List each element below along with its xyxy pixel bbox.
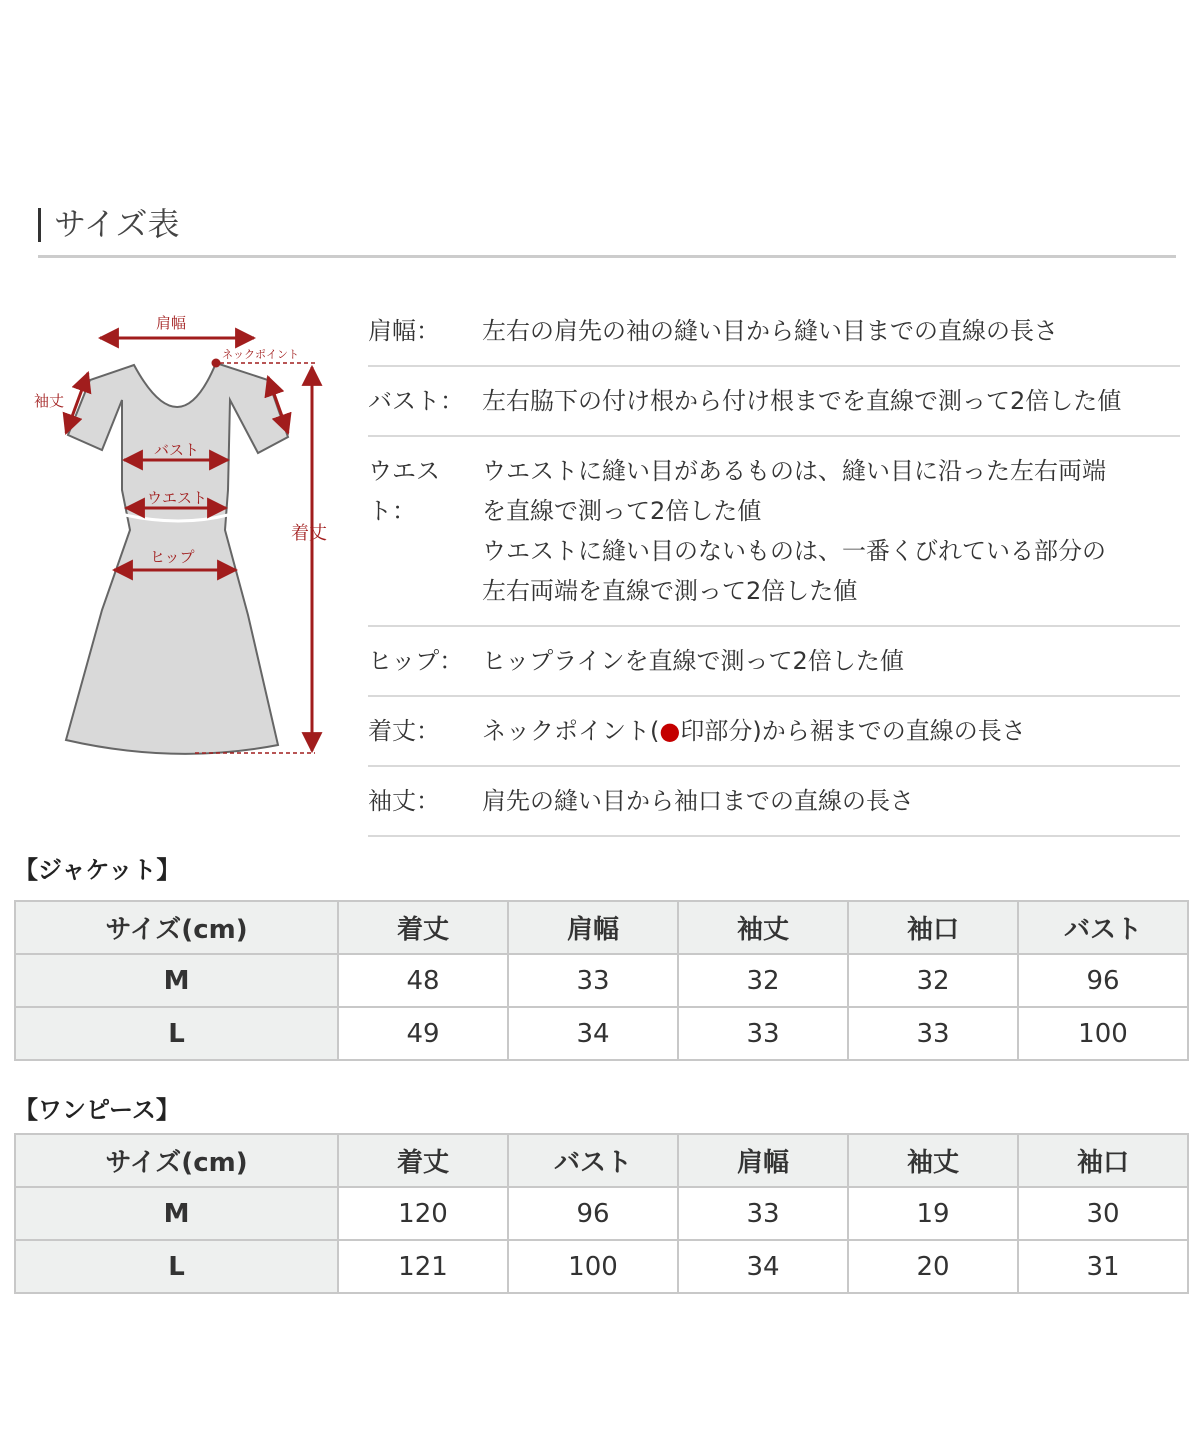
dress-measurement-figure: [30, 305, 330, 765]
definition-term: 袖丈：: [368, 787, 440, 815]
size-cell: L: [15, 1007, 338, 1060]
size-cell: M: [15, 1187, 338, 1240]
definition-text-pre: ネックポイント(: [482, 717, 660, 745]
dress-diagram: [30, 305, 330, 765]
definition-term: 肩幅：: [368, 317, 440, 345]
column-header: 袖口: [1018, 1134, 1188, 1187]
definition-sleeve: [368, 767, 1180, 837]
definition-line: ウエストに縫い目があるものは、縫い目に沿った左右両端: [482, 457, 1106, 485]
table-cell: 49: [338, 1007, 508, 1060]
definition-shoulder: [368, 297, 1180, 367]
column-header: バスト: [1018, 901, 1188, 954]
column-header: 袖口: [848, 901, 1018, 954]
definition-line: 肩先の縫い目から袖口までの直線の長さ: [482, 787, 914, 815]
definition-text: [482, 641, 1180, 681]
size-cell: L: [15, 1240, 338, 1293]
definition-line: 左右両端を直線で測って2倍した値: [482, 577, 858, 605]
onepiece-section-label: 【ワンピース】: [14, 1096, 180, 1124]
length-label: 着丈: [291, 523, 327, 544]
table-cell: 33: [678, 1007, 848, 1060]
definition-term: ウエスト：: [368, 457, 440, 525]
jacket-size-table: [14, 900, 1189, 1061]
definition-text: [482, 451, 1180, 611]
table-cell: 19: [848, 1187, 1018, 1240]
definition-term: バスト：: [368, 387, 464, 415]
hip-label: ヒップ: [150, 548, 195, 566]
table-cell: 96: [1018, 954, 1188, 1007]
definition-text: [482, 381, 1180, 421]
definition-length: [368, 697, 1180, 767]
table-cell: 31: [1018, 1240, 1188, 1293]
table-cell: 33: [678, 1187, 848, 1240]
column-header: サイズ(cm): [15, 1134, 338, 1187]
table-cell: 121: [338, 1240, 508, 1293]
table-cell: 33: [508, 954, 678, 1007]
definition-line: を直線で測って2倍した値: [482, 497, 762, 525]
definition-text: [482, 781, 1180, 821]
column-header: 肩幅: [678, 1134, 848, 1187]
definition-text: [482, 311, 1180, 351]
column-header: サイズ(cm): [15, 901, 338, 954]
table-cell: 20: [848, 1240, 1018, 1293]
onepiece-size-table: [14, 1133, 1189, 1294]
table-cell: 30: [1018, 1187, 1188, 1240]
jacket-section-label: 【ジャケット】: [14, 856, 181, 884]
table-header-row: [15, 901, 1188, 954]
table-row: [15, 1007, 1188, 1060]
table-cell: 96: [508, 1187, 678, 1240]
definition-line: 左右脇下の付け根から付け根までを直線で測って2倍した値: [482, 387, 1122, 415]
table-row: [15, 1187, 1188, 1240]
neck-point-label: ネックポイント: [222, 348, 299, 361]
column-header: 袖丈: [678, 901, 848, 954]
bust-label: バスト: [154, 441, 200, 459]
definition-waist: [368, 437, 1180, 627]
definition-text-post: 印部分)から裾までの直線の長さ: [680, 717, 1026, 745]
table-row: [15, 1240, 1188, 1293]
column-header: 着丈: [338, 901, 508, 954]
neck-point-dot: [212, 359, 221, 368]
definition-line: 左右の肩先の袖の縫い目から縫い目までの直線の長さ: [482, 317, 1058, 345]
title-accent-bar: [38, 208, 41, 242]
table-header-row: [15, 1134, 1188, 1187]
definition-term: 着丈：: [368, 717, 440, 745]
table-cell: 33: [848, 1007, 1018, 1060]
definition-line: ヒップラインを直線で測って2倍した値: [482, 647, 904, 675]
column-header: 袖丈: [848, 1134, 1018, 1187]
column-header: バスト: [508, 1134, 678, 1187]
column-header: 着丈: [338, 1134, 508, 1187]
table-row: [15, 954, 1188, 1007]
neck-point-marker-icon: ●: [659, 717, 681, 745]
table-cell: 48: [338, 954, 508, 1007]
table-cell: 34: [678, 1240, 848, 1293]
table-cell: 32: [678, 954, 848, 1007]
page-title: サイズ表: [54, 205, 180, 243]
table-cell: 100: [508, 1240, 678, 1293]
table-cell: 32: [848, 954, 1018, 1007]
definition-text: [482, 711, 1180, 751]
waist-label: ウエスト: [147, 489, 208, 507]
definition-hip: [368, 627, 1180, 697]
sleeve-label: 袖丈: [34, 392, 65, 410]
shoulder-label: 肩幅: [156, 314, 187, 332]
section-header: [38, 200, 1176, 258]
definition-bust: [368, 367, 1180, 437]
table-cell: 100: [1018, 1007, 1188, 1060]
column-header: 肩幅: [508, 901, 678, 954]
size-cell: M: [15, 954, 338, 1007]
definition-term: ヒップ：: [368, 647, 464, 675]
table-cell: 120: [338, 1187, 508, 1240]
definition-line: ウエストに縫い目のないものは、一番くびれている部分の: [482, 537, 1106, 565]
measurement-definitions: [368, 297, 1180, 837]
table-cell: 34: [508, 1007, 678, 1060]
